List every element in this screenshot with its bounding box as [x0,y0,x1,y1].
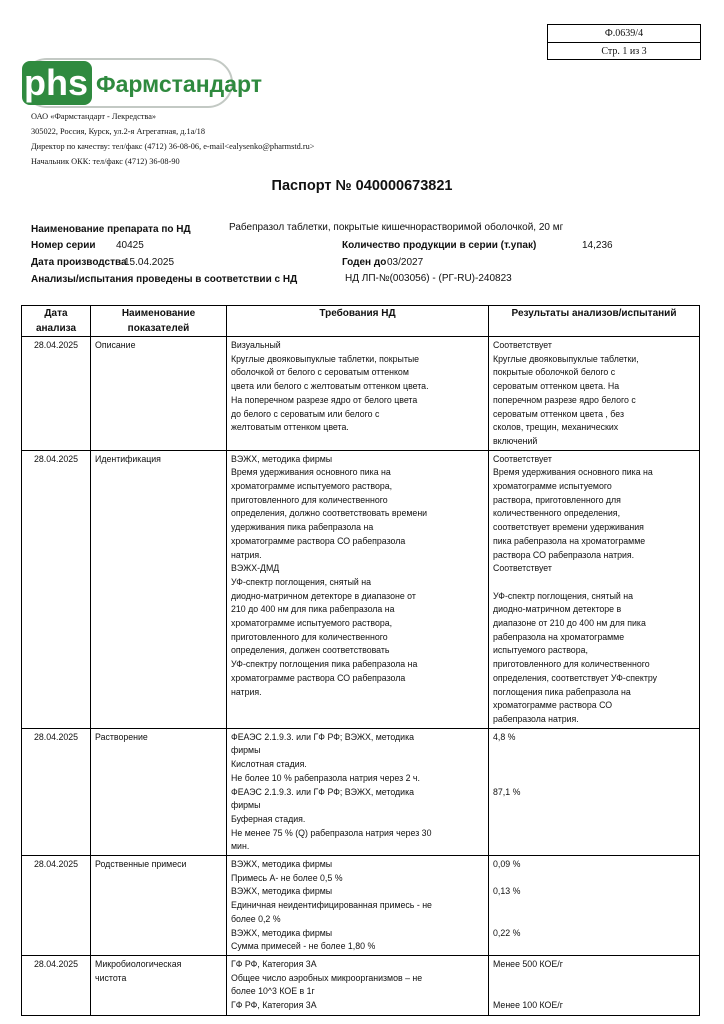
cell-line: Родственные примеси [95,859,187,870]
cell-line [493,576,695,590]
cell-line: желтоватым оттенком цвета. [231,422,349,433]
company-name: ОАО «Фармстандарт - Лекредства» [31,112,157,121]
cell-line: диапазоне от 210 до 400 нм для пика [493,618,646,629]
cell-line: рабепразола натрия. [493,713,579,724]
cell-line [493,985,695,999]
cell-line [493,899,695,913]
cell-line [493,972,695,986]
cell-line: сероватым оттенком цвета. На [493,381,620,392]
cell-line: Буферная стадия. [231,813,306,824]
cell-line: Время удерживания основного пика на [493,467,653,478]
cell-line: УФ-спектру поглощения пика рабепразола на [231,659,418,670]
cell-date: 28.04.2025 [22,955,91,1015]
cell-requirements [227,337,489,451]
column-header-results: Результаты анализов/испытаний [489,306,700,337]
analysis-standard-value: НД ЛП-№(003056) - (РГ-RU)-240823 [345,273,512,284]
cell-line: ВЭЖХ, методика фирмы [231,886,333,897]
series-value: 40425 [116,240,144,251]
quantity-label: Количество продукции в серии (т.упак) [342,240,537,251]
cell-line: диодно-матричном детекторе в диапазоне от [231,590,416,601]
cell-line: количественного определения, [493,508,621,519]
page-title: Паспорт № 040000673821 [271,178,453,194]
cell-line: определения, соответствует УФ-спектру [493,672,658,683]
cell-date: 28.04.2025 [22,450,91,728]
production-date-value: 15.04.2025 [124,257,175,268]
cell-line: Соответствует [493,563,552,574]
cell-line: 0,09 % [493,859,521,870]
cell-line: Круглые двояковыпуклые таблетки, [493,353,639,364]
cell-line: Кислотная стадия. [231,759,307,770]
form-code-box [547,24,701,60]
cell-line: раствора СО рабепразола натрия. [493,549,635,560]
cell-line: натрия. [231,686,262,697]
cell-line: более 0,2 % [231,913,281,924]
cell-line: ГФ РФ, Категория 3А [231,958,317,969]
cell-line: Соответствует [493,340,552,350]
cell-date: 28.04.2025 [22,337,91,451]
cell-results [489,337,700,451]
drug-value: Рабепразол таблетки, покрытые кишечнорастворимой оболочкой, 20 мг [229,222,564,233]
cell-line: приготовленного для количественного [493,659,650,670]
cell-line: хроматограмме раствора СО [493,700,613,711]
cell-line: определения, должен соответствовать [231,645,390,656]
cell-line: Единичная неидентифицированная примесь - не [231,900,432,911]
table-header-row [22,306,700,337]
cell-line: фирмы [231,745,261,756]
cell-line: 4,8 % [493,731,516,742]
cell-line: хроматограмме испытуемого раствора, [231,481,393,492]
cell-line: хроматограмме раствора СО рабепразола [231,672,406,683]
cell-line: На поперечном разрезе ядро от белого цвета [231,394,418,405]
cell-results [489,450,700,728]
logo-brand: Фармстандарт [96,71,263,97]
cell-line: рабепразола на хроматограмме [493,631,625,642]
expiry-label: Годен до [342,257,387,268]
cell-requirements [227,955,489,1015]
cell-requirements [227,856,489,956]
pharmstandard-logo [22,58,263,108]
production-date-label: Дата производства [31,257,127,268]
cell-line: мин. [231,841,250,852]
cell-line: натрия. [231,549,262,560]
analysis-standard-label: Анализы/испытания проведены в соответствии с НД [31,274,298,285]
column-header-requirements: Требования НД [227,306,489,337]
cell-line: хроматограмме испытуемого [493,481,612,492]
table-row [22,856,700,956]
cell-line: оболочкой от белого с сероватым оттенком [231,367,409,378]
cell-line: соответствует времени удерживания [493,522,644,533]
cell-indicator [91,450,227,728]
cell-line: Описание [95,340,136,350]
cell-line: более 10^3 КОЕ в 1г [231,986,315,997]
expiry-value: 03/2027 [387,257,424,268]
cell-line: удерживания пика рабепразола на [231,522,374,533]
cell-indicator [91,955,227,1015]
cell-line: до белого с сероватым или белого с [231,408,380,419]
cell-line: сероватым оттенком цвета , без [493,408,624,419]
cell-line: ФЕАЭС 2.1.9.3. или ГФ РФ; ВЭЖХ, методика [231,786,415,797]
cell-line: приготовленного для количественного [231,631,388,642]
cell-line: 210 до 400 нм для пика рабепразола на [231,604,395,615]
table-row [22,450,700,728]
cell-line [493,758,695,772]
cell-line: Не менее 75 % (Q) рабепразола натрия через 30 [231,827,432,838]
cell-line: Соответствует [493,453,552,464]
page-number: Стр. 1 из 3 [601,46,647,57]
table-row [22,955,700,1015]
cell-indicator [91,728,227,855]
cell-line [493,744,695,758]
cell-indicator [91,337,227,451]
cell-line: диодно-матричном детекторе в [493,604,622,615]
cell-line: ВЭЖХ-ДМД [231,563,280,574]
cell-line: Микробиологическая [95,958,182,969]
form-code: Ф.0639/4 [548,25,700,43]
cell-line: хроматограмме раствора СО рабепразола [231,535,406,546]
analysis-table [21,305,700,1016]
cell-indicator [91,856,227,956]
cell-requirements [227,728,489,855]
drug-label: Наименование препарата по НД [31,224,191,235]
cell-results [489,955,700,1015]
cell-line: Сумма примесей - не более 1,80 % [231,941,376,952]
cell-line: цвета или белого с желтоватым оттенком цвета. [231,381,429,392]
cell-line [493,772,695,786]
cell-line: 0,22 % [493,927,521,938]
cell-results [489,856,700,956]
company-address: 305022, Россия, Курск, ул.2-я Агрегатная, д.1а/18 [31,127,205,136]
cell-line: Общее число аэробных микроорганизмов – не [231,972,423,983]
cell-line: приготовленного для количественного [231,494,388,505]
cell-line: покрытые оболочкой белого с [493,367,616,378]
cell-line: Время удерживания основного пика на [231,467,391,478]
cell-line: Визуальный [231,340,281,350]
cell-requirements [227,450,489,728]
cell-line: ФЕАЭС 2.1.9.3. или ГФ РФ; ВЭЖХ, методика [231,731,415,742]
cell-line: УФ-спектр поглощения, снятый на [493,590,634,601]
cell-results [489,728,700,855]
cell-line: испытуемого раствора, [493,645,588,656]
column-header-indicator: Наименование показателей [91,306,227,337]
cell-line: хроматограмме испытуемого раствора, [231,618,393,629]
cell-line: УФ-спектр поглощения, снятый на [231,576,372,587]
logo-mark: phs [23,62,89,103]
cell-line: Растворение [95,731,148,742]
cell-line: Круглые двояковыпуклые таблетки, покрытые [231,353,420,364]
cell-line: раствора, приготовленного для [493,494,621,505]
qc-head-contact: Начальник ОКК: тел/факс (4712) 36-08-90 [31,157,180,166]
cell-date: 28.04.2025 [22,728,91,855]
cell-line: фирмы [231,800,261,811]
cell-line: Примесь А- не более 0,5 % [231,872,343,883]
column-header-date: Дата анализа [22,306,91,337]
cell-line: 87,1 % [493,786,521,797]
cell-line: определения, должно соответствовать времени [231,508,428,519]
cell-line: Менее 500 КОЕ/г [493,958,563,969]
cell-line: Идентификация [95,453,161,464]
cell-line: поглощения пика рабепразола на [493,686,631,697]
series-label: Номер серии [31,240,96,251]
cell-line: поперечном разрезе ядро белого с [493,394,636,405]
cell-line: включений [493,435,538,446]
cell-line: Менее 100 КОЕ/г [493,1000,563,1011]
table-row [22,337,700,451]
cell-line: ГФ РФ, Категория 3А [231,1000,317,1011]
cell-line: сколов, трещин, механических [493,422,619,433]
cell-line: чистота [95,972,127,983]
table-row [22,728,700,855]
cell-line [493,872,695,886]
cell-line: ВЭЖХ, методика фирмы [231,859,333,870]
cell-line: ВЭЖХ, методика фирмы [231,927,333,938]
cell-line: ВЭЖХ, методика фирмы [231,453,333,464]
cell-line: 0,13 % [493,886,521,897]
cell-line: Не более 10 % рабепразола натрия через 2 ч. [231,772,420,783]
cell-date: 28.04.2025 [22,856,91,956]
cell-line [493,913,695,927]
quality-director-contact: Директор по качеству: тел/факс (4712) 36-08-06, e-mail<ealysenko@pharmstd.ru> [31,142,315,151]
cell-line: пика рабепразола на хроматограмме [493,535,646,546]
quantity-value: 14,236 [582,240,613,251]
